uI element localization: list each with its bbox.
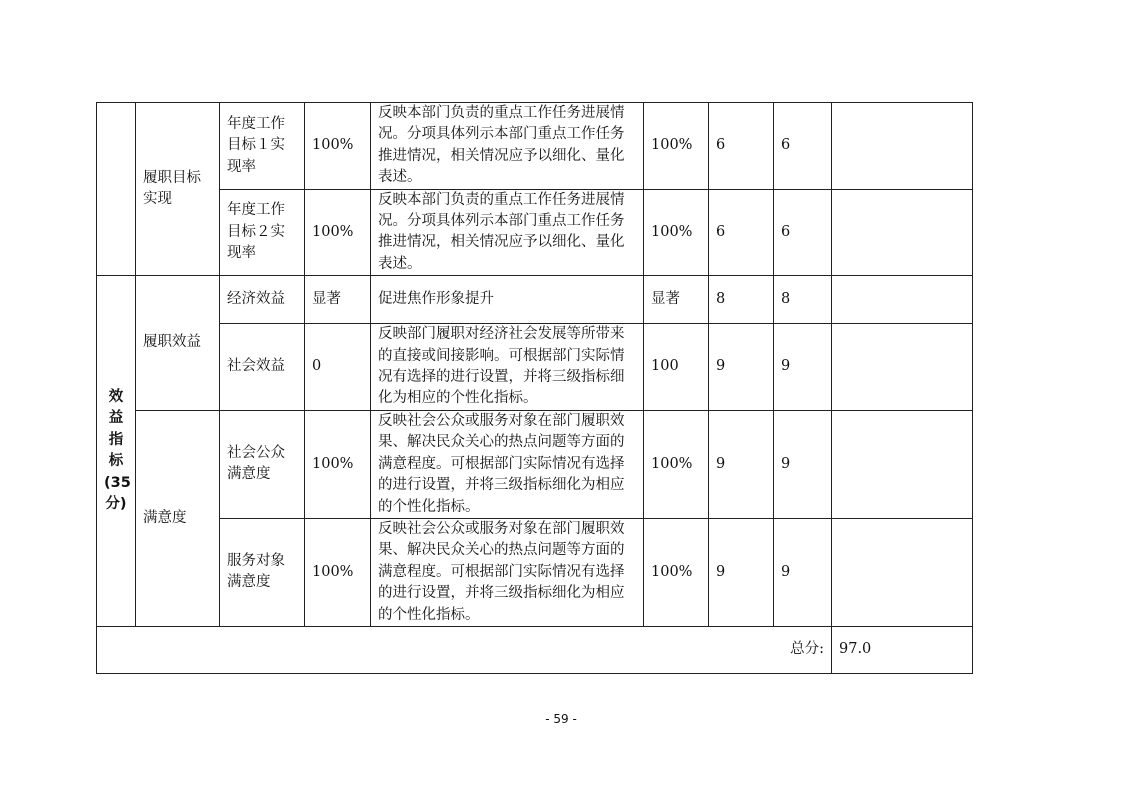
remark-cell <box>832 410 973 518</box>
remark-cell <box>832 189 973 276</box>
weight-cell: 6 <box>709 103 774 190</box>
category-cell: 履职目标实现 <box>136 103 220 276</box>
table-row <box>97 189 973 276</box>
table-row <box>97 103 973 190</box>
weight-cell: 9 <box>709 410 774 518</box>
benefit-indicator-group: 效 益 指 标 (35 分) <box>97 276 136 627</box>
table-row <box>97 518 973 626</box>
indicator-cell: 社会效益 <box>220 324 305 411</box>
target-cell: 100% <box>305 518 371 626</box>
actual-cell: 100 <box>644 324 709 411</box>
score-cell: 9 <box>774 518 832 626</box>
indicator-cell: 年度工作目标１实现率 <box>220 103 305 190</box>
total-row <box>97 626 973 673</box>
category-cell: 满意度 <box>136 410 220 626</box>
score-cell: 8 <box>774 276 832 324</box>
actual-cell: 100% <box>644 518 709 626</box>
target-cell: 显著 <box>305 276 371 324</box>
indicator-cell: 年度工作目标２实现率 <box>220 189 305 276</box>
weight-cell: 6 <box>709 189 774 276</box>
actual-cell: 100% <box>644 103 709 190</box>
description-cell: 反映社会公众或服务对象在部门履职效果、解决民众关心的热点问题等方面的满意程度。可根据部门实际情况有选择的进行设置，并将三级指标细化为相应的个性化指标。 <box>371 410 644 518</box>
group-cell-empty <box>97 103 136 276</box>
score-cell: 9 <box>774 324 832 411</box>
weight-cell: 8 <box>709 276 774 324</box>
actual-cell: 100% <box>644 410 709 518</box>
description-cell: 反映本部门负责的重点工作任务进展情况。分项具体列示本部门重点工作任务推进情况，相关情况应予以细化、量化表述。 <box>371 189 644 276</box>
target-cell: 100% <box>305 189 371 276</box>
score-cell: 9 <box>774 410 832 518</box>
weight-cell: 9 <box>709 324 774 411</box>
description-cell: 促进焦作形象提升 <box>371 276 644 324</box>
page-number: - 59 - <box>545 712 577 726</box>
indicator-cell: 服务对象满意度 <box>220 518 305 626</box>
remark-cell <box>832 103 973 190</box>
total-label: 总分: <box>97 626 832 673</box>
actual-cell: 显著 <box>644 276 709 324</box>
performance-table <box>96 102 973 674</box>
weight-cell: 9 <box>709 518 774 626</box>
target-cell: 0 <box>305 324 371 411</box>
target-cell: 100% <box>305 103 371 190</box>
description-cell: 反映本部门负责的重点工作任务进展情况。分项具体列示本部门重点工作任务推进情况，相关情况应予以细化、量化表述。 <box>371 103 644 190</box>
remark-cell <box>832 324 973 411</box>
indicator-cell: 社会公众满意度 <box>220 410 305 518</box>
indicator-cell: 经济效益 <box>220 276 305 324</box>
table-row <box>97 410 973 518</box>
score-cell: 6 <box>774 103 832 190</box>
score-cell: 6 <box>774 189 832 276</box>
description-cell: 反映社会公众或服务对象在部门履职效果、解决民众关心的热点问题等方面的满意程度。可根据部门实际情况有选择的进行设置，并将三级指标细化为相应的个性化指标。 <box>371 518 644 626</box>
target-cell: 100% <box>305 410 371 518</box>
actual-cell: 100% <box>644 189 709 276</box>
remark-cell <box>832 276 973 324</box>
remark-cell <box>832 518 973 626</box>
category-cell: 履职效益 <box>136 276 220 411</box>
total-value: 97.0 <box>832 626 973 673</box>
table-row <box>97 324 973 411</box>
description-cell: 反映部门履职对经济社会发展等所带来的直接或间接影响。可根据部门实际情况有选择的进行设置，并将三级指标细化为相应的个性化指标。 <box>371 324 644 411</box>
table-row <box>97 276 973 324</box>
